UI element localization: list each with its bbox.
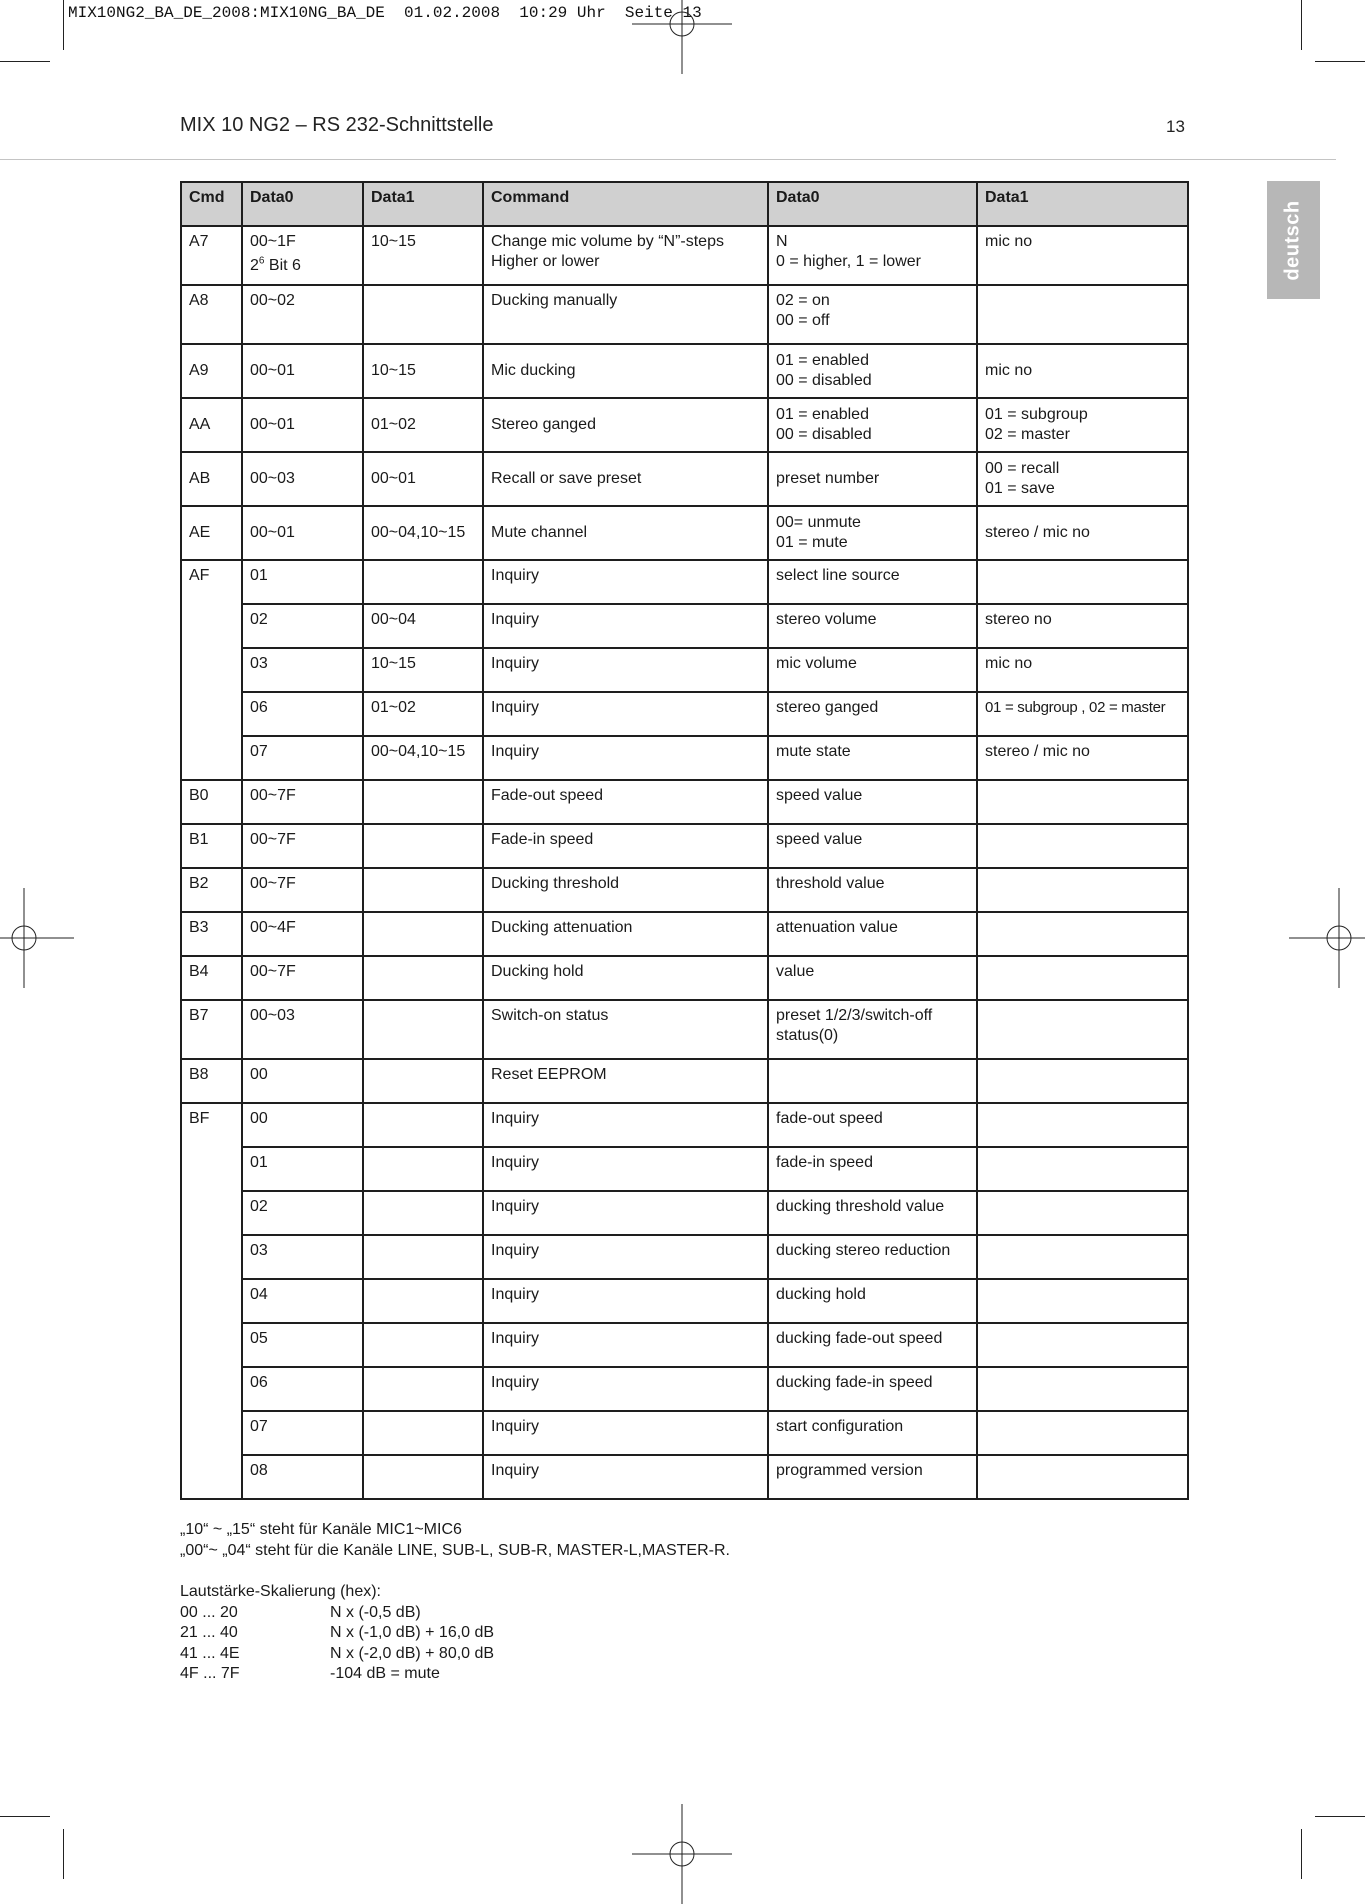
- table-row: [181, 1279, 1188, 1323]
- scaling-formula: -104 dB = mute: [330, 1665, 440, 1682]
- data0-cell: 00: [242, 1103, 363, 1147]
- table-row: [181, 1367, 1188, 1411]
- table-row: [181, 344, 1188, 398]
- data0-value: 00~1F: [250, 233, 296, 250]
- data1-cell: [363, 1000, 483, 1059]
- table-row: [181, 398, 1188, 452]
- crop-mark: [63, 1829, 64, 1879]
- command-cell: Ducking manually: [483, 285, 768, 344]
- response-data0-cell: start configuration: [768, 1411, 977, 1455]
- command-cell: Inquiry: [483, 1323, 768, 1367]
- command-cell: Ducking attenuation: [483, 912, 768, 956]
- command-cell: Ducking threshold: [483, 868, 768, 912]
- data1-cell: 00~04,10~15: [363, 736, 483, 780]
- print-slug: MIX10NG2_BA_DE_2008:MIX10NG_BA_DE 01.02.2008 10:29 Uhr Seite 13: [68, 4, 702, 22]
- cmd-cell: B0: [181, 780, 242, 824]
- command-cell: Reset EEPROM: [483, 1059, 768, 1103]
- scaling-range: 4F ... 7F: [180, 1665, 240, 1682]
- command-cell: Change mic volume by “N”-steps Higher or lower: [483, 226, 768, 285]
- data0-cell: 00~7F: [242, 824, 363, 868]
- data1-cell: 10~15: [363, 648, 483, 692]
- response-data1-cell: 00 = recall 01 = save: [977, 452, 1188, 506]
- command-cell: Inquiry: [483, 1367, 768, 1411]
- command-cell: Inquiry: [483, 1411, 768, 1455]
- response-data1-cell: [977, 1235, 1188, 1279]
- data1-cell: 01~02: [363, 692, 483, 736]
- data0-cell: 02: [242, 1191, 363, 1235]
- note-mic-channels: „10“ ~ „15“ steht für Kanäle MIC1~MIC6: [180, 1521, 462, 1538]
- table-row: [181, 824, 1188, 868]
- table-row: [181, 736, 1188, 780]
- data0-cell: 03: [242, 1235, 363, 1279]
- data1-cell: [363, 1455, 483, 1499]
- response-data1-cell: [977, 1455, 1188, 1499]
- data0-cell: 00~7F: [242, 956, 363, 1000]
- table-row: [181, 1000, 1188, 1059]
- data0-cell: 01: [242, 560, 363, 604]
- command-cell: Mute channel: [483, 506, 768, 560]
- response-data0-cell: 01 = enabled 00 = disabled: [768, 398, 977, 452]
- data1-cell: [363, 1059, 483, 1103]
- command-cell: Inquiry: [483, 1147, 768, 1191]
- data1-cell: 10~15: [363, 226, 483, 285]
- table-row: [181, 1323, 1188, 1367]
- data1-cell: [363, 1235, 483, 1279]
- crop-mark: [0, 61, 50, 62]
- registration-mark-left: [0, 888, 74, 988]
- response-data0-cell: fade-out speed: [768, 1103, 977, 1147]
- response-data1-cell: [977, 956, 1188, 1000]
- scaling-formula: N x (-1,0 dB) + 16,0 dB: [330, 1624, 495, 1641]
- data1-cell: [363, 1103, 483, 1147]
- registration-mark-right: [1289, 888, 1365, 988]
- command-cell: Inquiry: [483, 692, 768, 736]
- scaling-range: 41 ... 4E: [180, 1644, 240, 1662]
- command-cell: Fade-out speed: [483, 780, 768, 824]
- data0-cell: 05: [242, 1323, 363, 1367]
- table-row: [181, 868, 1188, 912]
- cmd-cell: B2: [181, 868, 242, 912]
- response-data0-cell: speed value: [768, 824, 977, 868]
- table-row: [181, 1103, 1188, 1147]
- response-data1-cell: mic no: [977, 648, 1188, 692]
- table-row: [181, 956, 1188, 1000]
- command-cell: Inquiry: [483, 1235, 768, 1279]
- data1-cell: [363, 824, 483, 868]
- response-data1-cell: [977, 912, 1188, 956]
- data1-cell: 00~04,10~15: [363, 506, 483, 560]
- response-data0-cell: speed value: [768, 780, 977, 824]
- table-row: [181, 1411, 1188, 1455]
- scaling-row: [180, 1644, 730, 1665]
- response-data0-cell: ducking hold: [768, 1279, 977, 1323]
- response-data0-cell: 00= unmute 01 = mute: [768, 506, 977, 560]
- scaling-row: [180, 1664, 730, 1685]
- response-data0-cell: N 0 = higher, 1 = lower: [768, 226, 977, 285]
- data0-cell: 07: [242, 1411, 363, 1455]
- scaling-row: [180, 1603, 730, 1624]
- response-data1-cell: [977, 1279, 1188, 1323]
- data0-cell: 00~03: [242, 1000, 363, 1059]
- response-data0-cell: preset 1/2/3/switch-off status(0): [768, 1000, 977, 1059]
- response-data0-cell: mic volume: [768, 648, 977, 692]
- crop-mark: [1315, 61, 1365, 62]
- data0-cell: 00~01: [242, 344, 363, 398]
- response-data1-cell: [977, 1411, 1188, 1455]
- data1-cell: [363, 780, 483, 824]
- data0-cell: 00~4F: [242, 912, 363, 956]
- column-header-data0: Data0: [242, 182, 363, 226]
- data0-cell: 03: [242, 648, 363, 692]
- column-header-command: Command: [483, 182, 768, 226]
- scaling-formula: N x (-2,0 dB) + 80,0 dB: [330, 1644, 495, 1662]
- data1-cell: [363, 956, 483, 1000]
- data0-cell: 06: [242, 1367, 363, 1411]
- crop-mark: [63, 0, 64, 50]
- command-cell: Fade-in speed: [483, 824, 768, 868]
- response-data1-cell: stereo / mic no: [977, 736, 1188, 780]
- response-data0-cell: fade-in speed: [768, 1147, 977, 1191]
- registration-mark-top: [632, 0, 732, 74]
- data1-cell: [363, 912, 483, 956]
- response-data0-cell: ducking stereo reduction: [768, 1235, 977, 1279]
- data0-cell: 00~03: [242, 452, 363, 506]
- cmd-cell: AE: [181, 506, 242, 560]
- data1-cell: [363, 1147, 483, 1191]
- response-data0-cell: preset number: [768, 452, 977, 506]
- table-row: [181, 1059, 1188, 1103]
- table-row: [181, 285, 1188, 344]
- data0-cell: 02: [242, 604, 363, 648]
- response-data1-cell: [977, 1000, 1188, 1059]
- response-data1-cell: mic no: [977, 344, 1188, 398]
- table-row: [181, 912, 1188, 956]
- data0-bit-note: $2^6$ Bit 6: [250, 256, 301, 275]
- response-data0-cell: stereo volume: [768, 604, 977, 648]
- cmd-cell: AA: [181, 398, 242, 452]
- crop-mark: [0, 1816, 50, 1817]
- table-row: [181, 1191, 1188, 1235]
- cmd-cell: B3: [181, 912, 242, 956]
- command-table: [180, 181, 1189, 1500]
- cmd-cell: B1: [181, 824, 242, 868]
- response-data0-cell: programmed version: [768, 1455, 977, 1499]
- command-cell: Inquiry: [483, 1455, 768, 1499]
- data1-cell: 01~02: [363, 398, 483, 452]
- data1-cell: [363, 1411, 483, 1455]
- data0-cell: 08: [242, 1455, 363, 1499]
- cmd-cell: B8: [181, 1059, 242, 1103]
- response-data1-cell: [977, 285, 1188, 344]
- page-title: MIX 10 NG2 – RS 232-Schnittstelle: [180, 114, 494, 136]
- data1-cell: [363, 1191, 483, 1235]
- column-header-response-data0: Data0: [768, 182, 977, 226]
- command-cell: Inquiry: [483, 648, 768, 692]
- data0-cell: 00~01: [242, 398, 363, 452]
- crop-mark: [1315, 1816, 1365, 1817]
- table-row: [181, 1455, 1188, 1499]
- scaling-range: 00 ... 20: [180, 1603, 238, 1621]
- command-cell: Inquiry: [483, 1279, 768, 1323]
- cmd-cell: A9: [181, 344, 242, 398]
- command-cell: Mic ducking: [483, 344, 768, 398]
- data0-cell: 07: [242, 736, 363, 780]
- response-data1-cell: [977, 1059, 1188, 1103]
- data1-cell: 00~04: [363, 604, 483, 648]
- footnotes: [180, 1520, 730, 1685]
- table-row: [181, 452, 1188, 506]
- registration-mark-bottom: [632, 1804, 732, 1904]
- crop-mark: [1301, 0, 1302, 50]
- data0-cell: 06: [242, 692, 363, 736]
- response-data1-cell: stereo no: [977, 604, 1188, 648]
- data0-cell: 00~7F: [242, 868, 363, 912]
- data0-cell: 01: [242, 1147, 363, 1191]
- cmd-cell: A8: [181, 285, 242, 344]
- response-data1-cell: [977, 1323, 1188, 1367]
- response-data1-cell: [977, 1367, 1188, 1411]
- data0-cell: 04: [242, 1279, 363, 1323]
- cmd-cell: AB: [181, 452, 242, 506]
- response-data1-cell: [977, 1191, 1188, 1235]
- response-data0-cell: select line source: [768, 560, 977, 604]
- command-cell: Recall or save preset: [483, 452, 768, 506]
- data0-cell: 00~02: [242, 285, 363, 344]
- header-divider: [0, 159, 1336, 160]
- data0-cell: [242, 226, 363, 285]
- data1-cell: 10~15: [363, 344, 483, 398]
- cmd-cell: A7: [181, 226, 242, 285]
- scaling-row: [180, 1623, 730, 1644]
- response-data0-cell: 02 = on 00 = off: [768, 285, 977, 344]
- response-data0-cell: value: [768, 956, 977, 1000]
- note-line-channels: „00“~ „04“ steht für die Kanäle LINE, SUB-L, SUB-R, MASTER-L,MASTER-R.: [180, 1541, 730, 1559]
- table-row: [181, 648, 1188, 692]
- table-row: [181, 1147, 1188, 1191]
- response-data0-cell: ducking fade-out speed: [768, 1323, 977, 1367]
- crop-mark: [1301, 1829, 1302, 1879]
- command-cell: Ducking hold: [483, 956, 768, 1000]
- command-cell: Inquiry: [483, 736, 768, 780]
- response-data0-cell: threshold value: [768, 868, 977, 912]
- response-data1-cell: [977, 1147, 1188, 1191]
- response-data1-cell: [977, 868, 1188, 912]
- response-data0-cell: [768, 1059, 977, 1103]
- response-data1-cell: stereo / mic no: [977, 506, 1188, 560]
- column-header-response-data1: Data1: [977, 182, 1188, 226]
- response-data1-cell: 01 = subgroup , 02 = master: [977, 692, 1188, 736]
- response-data0-cell: stereo ganged: [768, 692, 977, 736]
- data1-cell: [363, 560, 483, 604]
- data0-cell: 00~7F: [242, 780, 363, 824]
- page-number: 13: [1166, 117, 1185, 136]
- response-data0-cell: attenuation value: [768, 912, 977, 956]
- response-data0-cell: ducking threshold value: [768, 1191, 977, 1235]
- language-tab-label: deutsch: [1282, 199, 1304, 281]
- scaling-formula: N x (-0,5 dB): [330, 1603, 421, 1621]
- data1-cell: [363, 285, 483, 344]
- table-row: [181, 1235, 1188, 1279]
- response-data1-cell: 01 = subgroup 02 = master: [977, 398, 1188, 452]
- command-cell: Inquiry: [483, 604, 768, 648]
- command-cell: Switch-on status: [483, 1000, 768, 1059]
- response-data0-cell: mute state: [768, 736, 977, 780]
- table-row: [181, 692, 1188, 736]
- table-header-row: [181, 182, 1188, 226]
- data0-cell: 00~01: [242, 506, 363, 560]
- language-tab: [1267, 181, 1320, 299]
- column-header-data1: Data1: [363, 182, 483, 226]
- volume-scaling: [180, 1582, 730, 1685]
- data1-cell: [363, 1323, 483, 1367]
- data1-cell: 00~01: [363, 452, 483, 506]
- data1-cell: [363, 868, 483, 912]
- command-cell: Stereo ganged: [483, 398, 768, 452]
- command-cell: Inquiry: [483, 560, 768, 604]
- data1-cell: [363, 1279, 483, 1323]
- volume-scaling-title: Lautstärke-Skalierung (hex):: [180, 1583, 381, 1600]
- data0-cell: 00: [242, 1059, 363, 1103]
- cmd-cell: AF: [181, 560, 242, 780]
- command-cell: Inquiry: [483, 1103, 768, 1147]
- cmd-cell: BF: [181, 1103, 242, 1499]
- column-header-cmd: Cmd: [181, 182, 242, 226]
- scaling-range: 21 ... 40: [180, 1624, 238, 1641]
- cmd-cell: B4: [181, 956, 242, 1000]
- response-data1-cell: [977, 1103, 1188, 1147]
- table-row: [181, 780, 1188, 824]
- response-data1-cell: [977, 824, 1188, 868]
- cmd-cell: B7: [181, 1000, 242, 1059]
- data1-cell: [363, 1367, 483, 1411]
- response-data1-cell: [977, 780, 1188, 824]
- table-row: [181, 604, 1188, 648]
- response-data1-cell: [977, 560, 1188, 604]
- response-data1-cell: mic no: [977, 226, 1188, 285]
- command-cell: Inquiry: [483, 1191, 768, 1235]
- response-data0-cell: ducking fade-in speed: [768, 1367, 977, 1411]
- table-row: [181, 560, 1188, 604]
- table-row: [181, 226, 1188, 285]
- table-row: [181, 506, 1188, 560]
- response-data0-cell: 01 = enabled 00 = disabled: [768, 344, 977, 398]
